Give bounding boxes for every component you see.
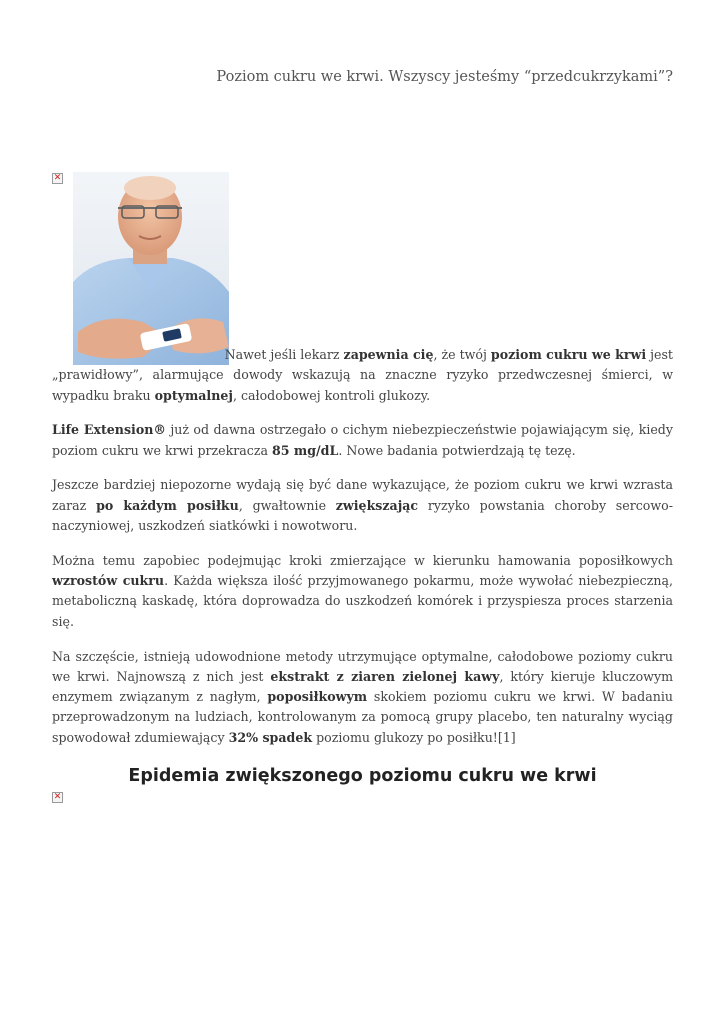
paragraph-post-meal: Jeszcze bardziej niepozorne wydają się być dane wykazujące, że poziom cukru we krwi wzrasta zaraz po każdym posiłku, gwałtownie zwiększając ryzyko powstania choroby sercowo-naczyniowej, uszkodzeń siatkówki i nowotworu. bbox=[52, 477, 673, 534]
broken-image-icon: ✕ bbox=[53, 792, 62, 802]
paragraph-life-extension: Life Extension® już od dawna ostrzegało o cichym niebezpieczeństwie pojawiającym się, kiedy poziom cukru we krwi przekracza 85 mg/dL. Nowe badania potwierdzają tę tezę. bbox=[52, 422, 673, 458]
broken-image-icon: ✕ bbox=[53, 173, 62, 183]
page-title: Poziom cukru we krwi. Wszyscy jesteśmy “przedcukrzykami”? bbox=[216, 69, 673, 85]
paragraph-green-coffee: Na szczęście, istnieją udowodnione metody utrzymujące optymalne, całodobowe poziomy cukru we krwi. Najnowszą z nich jest ekstrakt z ziaren zielonej kawy, który kieruje kluczowym enzymem związanym z nagłym, poposiłkowym skokiem poziomu cukru we krwi. W badaniu przeprowadzonym na ludziach, kontrolowanym za pomocą grupy placebo, ten naturalny wyciąg spowodował zdumiewający 32% spadek poziomu glukozy po posiłku![1] bbox=[52, 648, 674, 745]
article-body bbox=[52, 345, 673, 763]
man-glucose-meter-image bbox=[73, 172, 229, 365]
man-glucose-meter-photo bbox=[73, 172, 229, 365]
section-heading: Epidemia zwiększonego poziomu cukru we krwi bbox=[128, 766, 597, 786]
paragraph-prevention: Można temu zapobiec podejmując kroki zmierzające w kierunku hamowania poposiłkowych wzrostów cukru. Każda większa ilość przyjmowanego pokarmu, może wywołać niebezpieczną, metaboliczną kaskadę, która doprowadza do uszkodzeń komórek i przyspiesza proces starzenia się. bbox=[52, 552, 673, 629]
paragraph-intro: Nawet jeśli lekarz zapewnia cię, że twój poziom cukru we krwi jest „prawidłowy”, alarmujące dowody wskazują na znaczne ryzyko przedwczesnej śmierci, w wypadku braku optymalnej, całodobowej kontroli glukozy. bbox=[52, 347, 673, 403]
intro-first-line: Nawet jeśli lekarz zapewnia cię, że twój poziom cukru we krwi jest bbox=[224, 347, 673, 362]
